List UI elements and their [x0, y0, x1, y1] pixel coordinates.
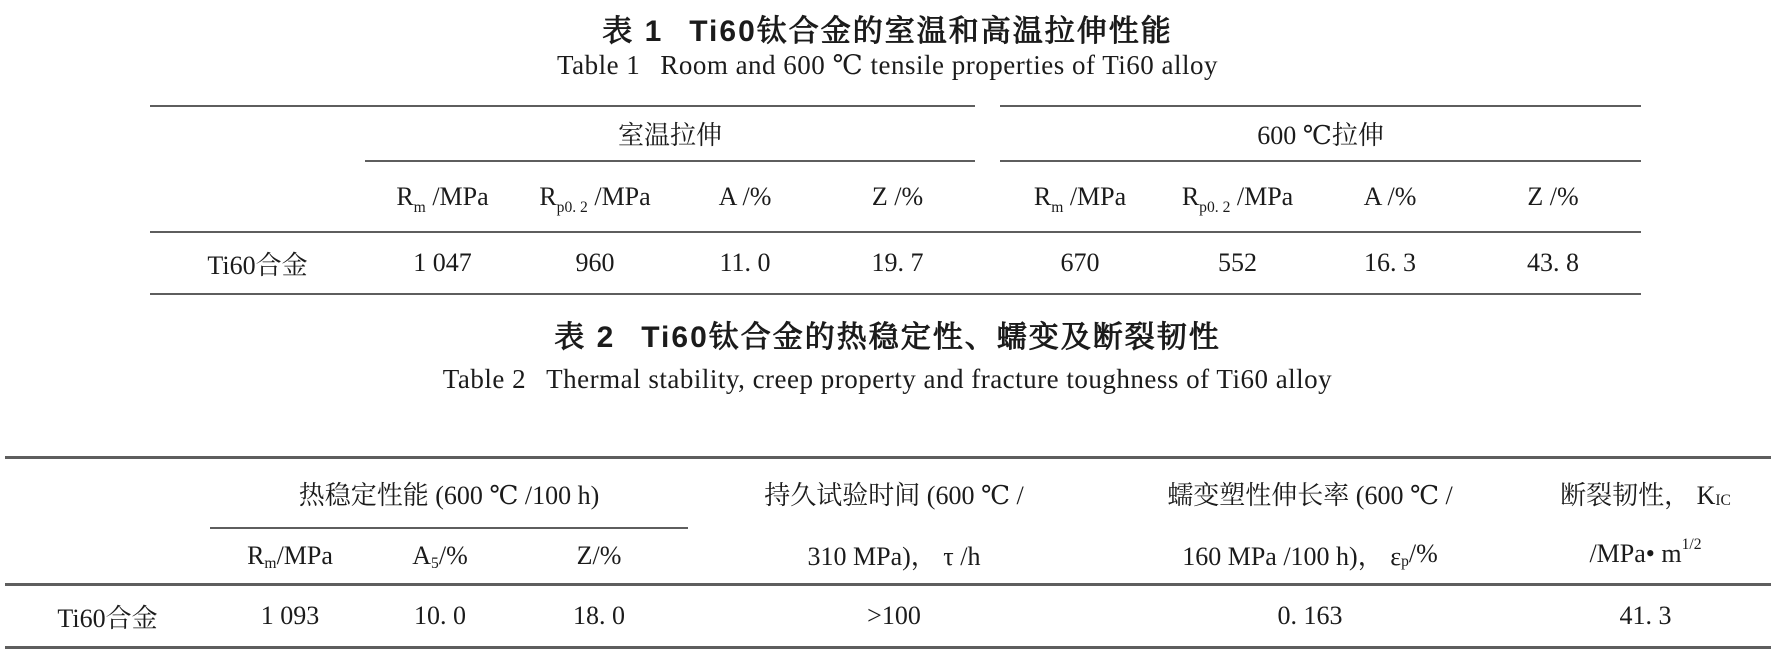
table2-corner-cell [5, 458, 210, 585]
table1-data-row [150, 232, 1641, 294]
table1-title-cn [0, 6, 1775, 50]
table1-colhdr-a-600: A /% [1315, 161, 1465, 232]
table2-title-en-label: Table 2 [442, 364, 527, 394]
table1-title-cn-label: 表 1 [602, 15, 664, 48]
table2-title-cn-text: Ti60钛合金的热稳定性、蠕变及断裂韧性 [641, 321, 1221, 354]
table1-cell-z-600: 43. 8 [1465, 232, 1641, 294]
table1-cell-a-rt: 11. 0 [670, 232, 820, 294]
table2-cell-a5: 10. 0 [370, 585, 510, 648]
table2 [5, 456, 1771, 649]
table1-subheader-empty [150, 161, 365, 232]
table1-group-600c: 600 ℃拉伸 [1000, 106, 1641, 161]
table2-title-en [0, 364, 1775, 395]
table1-colhdr-rp02-rt: $R_{p0. 2}$ /MPa [520, 161, 670, 232]
table1-cell-a-600: 16. 3 [1315, 232, 1465, 294]
table2-colhdr-fracture-toughness: 断裂韧性， K $_{IC}$ /MPa• m $^{1/2}$ [1520, 458, 1771, 585]
table2-cell-z: 18. 0 [510, 585, 688, 648]
table1-title-cn-text: Ti60钛合金的室温和高温拉伸性能 [689, 15, 1173, 48]
table2-title-en-text: Thermal stability, creep property and fracture toughness of Ti60 alloy [546, 364, 1333, 394]
table1-cell-rm-600: 670 [1000, 232, 1160, 294]
table2-colhdr-creep: 蠕变塑性伸长率 (600 ℃ / 160 MPa /100 h)， ε $_p$ /% [1100, 458, 1520, 585]
table1-title-en [0, 50, 1775, 81]
table1-row-label: Ti60合金 [150, 232, 365, 294]
table2-thermal-subheaders [210, 529, 688, 583]
table1-group-room-temp: 室温拉伸 [365, 106, 975, 161]
table1-colhdr-z-rt: Z /% [820, 161, 975, 232]
table2-cell-creep: 0. 163 [1100, 585, 1520, 648]
table1-title-en-text: Room and 600 ℃ tensile properties of Ti60 alloy [660, 50, 1218, 80]
table1-cell-rp02-rt: 960 [520, 232, 670, 294]
table1-title-en-label: Table 1 [556, 50, 641, 80]
table1-group-header-row [150, 106, 1641, 161]
table2-cell-rm: 1 093 [210, 585, 370, 648]
table2-colhdr-rm: R $_m$ /MPa [247, 541, 333, 572]
table2-title-cn [0, 312, 1775, 356]
table1-corner-cell [150, 106, 365, 161]
table1-data-spacer [975, 232, 1000, 294]
table2-row-label: Ti60合金 [5, 585, 210, 648]
table2-cell-duration: >100 [688, 585, 1100, 648]
table1-subheader-row [150, 161, 1641, 232]
table1-cell-rp02-600: 552 [1160, 232, 1315, 294]
table1-cell-rm-rt: 1 047 [365, 232, 520, 294]
table2-colhdr-z: Z /% [576, 541, 622, 570]
table2-group-thermal-title: 热稳定性能 (600 ℃ /100 h) [210, 459, 688, 529]
table1-colhdr-rm-rt: $R_m$ /MPa [365, 161, 520, 232]
table1 [150, 105, 1641, 295]
table1-colhdr-rp02-600: $R_{p0. 2}$ /MPa [1160, 161, 1315, 232]
table1-subheader-spacer [975, 161, 1000, 232]
table2-header-row [5, 458, 1771, 585]
table1-colhdr-a-rt: A /% [670, 161, 820, 232]
table1-colhdr-z-600: Z /% [1465, 161, 1641, 232]
table2-colhdr-a5: A $_5$ /% [412, 541, 468, 572]
table1-cell-z-rt: 19. 7 [820, 232, 975, 294]
table2-cell-fracture: 41. 3 [1520, 585, 1771, 648]
table2-colhdr-duration: 持久试验时间 (600 ℃ / 310 MPa)， τ /h [688, 458, 1100, 585]
table1-group-spacer [975, 106, 1000, 161]
table1-colhdr-rm-600: $R_m$ /MPa [1000, 161, 1160, 232]
table2-data-row [5, 585, 1771, 648]
table2-title-cn-label: 表 2 [554, 321, 616, 354]
table2-group-thermal-stability [210, 458, 688, 585]
